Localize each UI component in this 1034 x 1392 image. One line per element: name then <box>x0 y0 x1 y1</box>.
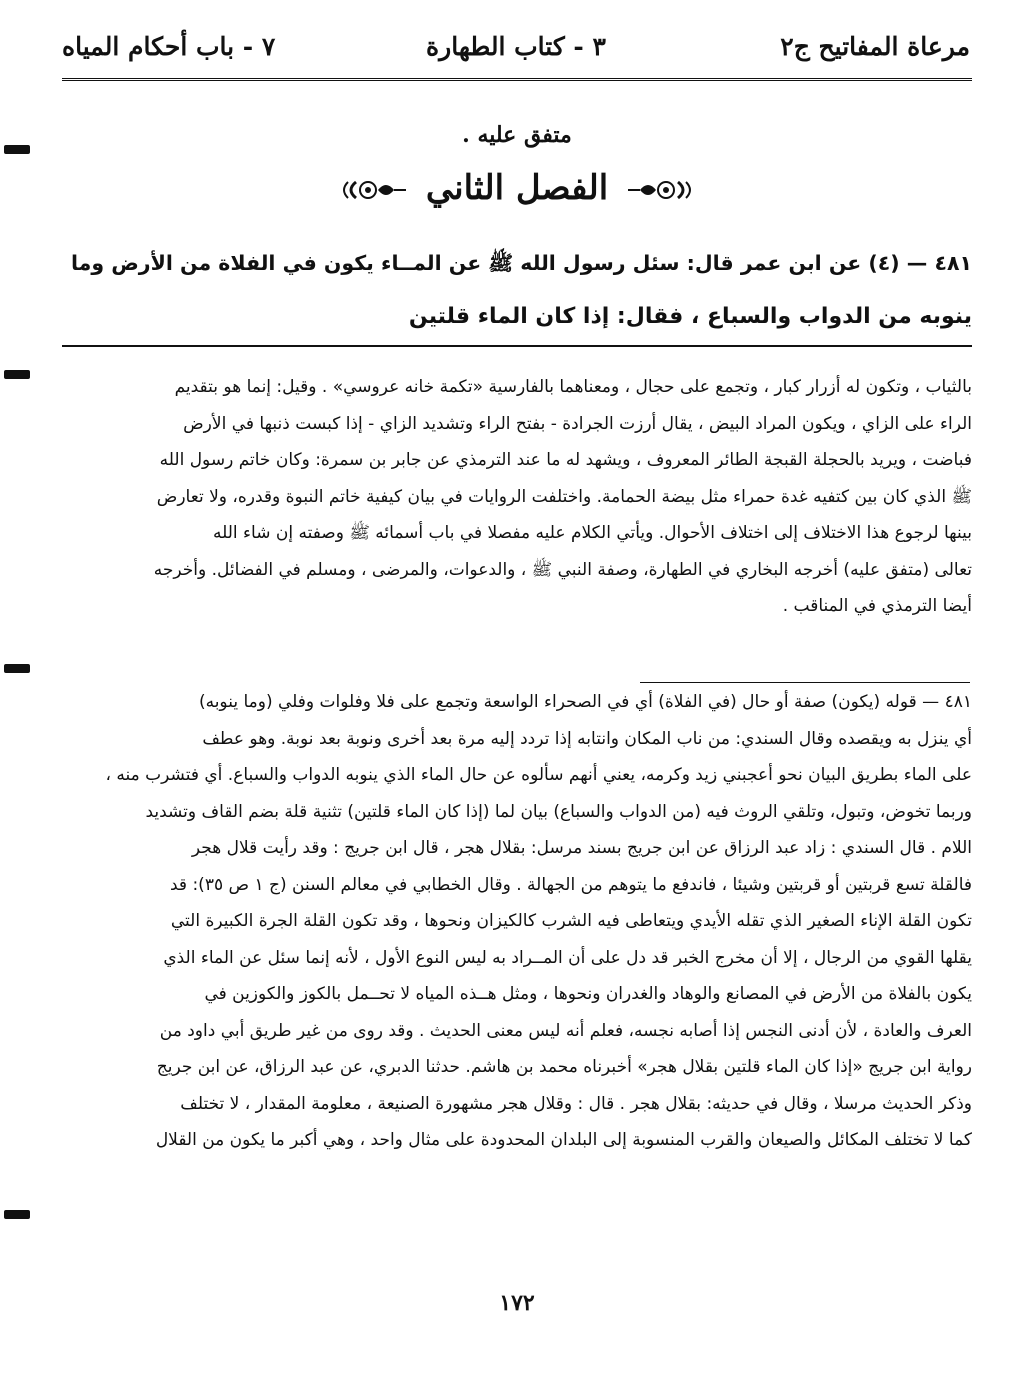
commentary-line: يقلها القوي من الرجال ، إلا أن مخرج الخبر قد دل على أن المــراد به ليس النوع الأول ، لأنه إنما سئل عن الماء الذي <box>163 947 972 968</box>
commentary-line: أيضا الترمذي في المناقب . <box>782 596 972 616</box>
commentary-line: فباضت ، ويريد بالحجلة القبجة الطائر المعروف ، ويشهد له ما عند الترمذي عن جابر بن سمرة: وكان خاتم رسول الله <box>159 450 972 470</box>
running-header <box>62 28 970 72</box>
commentary-line: تكون القلة الإناء الصغير الذي تقله الأيدي ويتعاطى فيه الشرب كالكيزان ونحوها ، وقد تكون القلة الجرة الكبيرة التي <box>170 911 972 931</box>
ornament-right-icon <box>338 177 408 203</box>
footnote-divider <box>62 345 972 347</box>
commentary-line: اللام . قال السندي : زاد عبد الرزاق عن ابن جريج بسند مرسل: بقلال هجر ، قال ابن جريج : وقد رأيت قلال هجر <box>191 838 972 858</box>
commentary-line: على الماء بطريق البيان نحو أعجبني زيد وكرمه، يعني أنهم سألوه عن حال الماء الذي ينوبه الدواب والسباع. أي فتشرب منه ، <box>105 765 972 785</box>
commentary-block-2 <box>62 684 972 1159</box>
chapter-heading <box>0 168 1034 208</box>
hadith-text <box>62 236 972 344</box>
commentary-line: الراء على الزاي ، ويكون المراد البيض ، يقال أرزت الجرادة - بفتح الراء وتشديد الزاي - إذا كبست ذنبها في الأرض <box>183 413 972 434</box>
chapter-heading-text: الفصل الثاني <box>425 168 609 208</box>
agreed-upon-note: متفق عليه . <box>462 122 572 148</box>
commentary-line: بينها لرجوع هذا الاختلاف إلى اختلاف الأحوال. ويأتي الكلام عليه مفصلا في باب أسمائه ﷺ وصفته إن شاء الله <box>212 523 972 543</box>
commentary-line: يكون بالفلاة من الأرض في المصانع والوهاد والغدران ونحوها ، ومثل هــذه المياه لا تحــمل بالكوز والكوزين في <box>204 984 972 1004</box>
commentary-line: ﷺ الذي كان بين كتفيه غدة حمراء مثل بيضة الحمامة. واختلفت الروايات في بيان كيفية خاتم النبوة وقدره، ولا تعارض <box>156 486 972 507</box>
margin-marker <box>4 664 30 673</box>
header-divider <box>62 78 972 83</box>
page-number: ١٧٢ <box>499 1290 535 1316</box>
margin-marker <box>4 1210 30 1219</box>
commentary-block-1 <box>62 369 972 625</box>
commentary-line: فالقلة تسع قربتين أو قربتين وشيئا ، فاندفع ما يتوهم من الجهالة . وقال الخطابي في معالم السنن (ج ١ ص ٣٥): قد <box>169 874 972 895</box>
commentary-line: وربما تخوض، وتبول، وتلقي الروث فيه (من الدواب والسباع) بيان لما (إذا كان الماء قلتين) تثنية قلة بضم القاف وتشديد <box>145 801 972 822</box>
commentary-line: تعالى (متفق عليه) أخرجه البخاري في الطهارة، وصفة النبي ﷺ ، والدعوات، والمرضى ، ومسلم في الفضائل. وأخرجه <box>153 559 972 580</box>
commentary-line: كما لا تختلف المكائل والصيعان والقرب المنسوبة إلى البلدان المحدودة على مثال واحد ، وهي أكبر ما يكون من القلال <box>155 1130 972 1150</box>
commentary-line: وذكر الحديث مرسلا ، وقال في حديثه: بقلال هجر . قال : وقلال هجر مشهورة الصنيعة ، معلومة المقدار ، لا تختلف <box>180 1093 972 1114</box>
margin-marker <box>4 370 30 379</box>
commentary-line: العرف والعادة ، لأن أدنى النجس إذا أصابه نجسه، فعلم أنه ليس معنى الحديث . وقد روى من غير طريق أبي داود من <box>159 1020 972 1041</box>
ornament-left-icon <box>626 177 696 203</box>
margin-marker <box>4 145 30 154</box>
header-section: ٧ - باب أحكام المياه <box>62 32 276 61</box>
commentary-line: أي ينزل به ويقصده وقال السندي: من ناب المكان وانتابه إذا تردد إليه مرة بعد أخرى ونوبة بعد نوبة. وهو عطف <box>202 728 972 749</box>
hadith-line: ينوبه من الدواب والسباع ، فقال: إذا كان الماء قلتين <box>408 304 972 329</box>
hadith-line: ٤٨١ — (٤) عن ابن عمر قال: سئل رسول الله ﷺ عن المــاء يكون في الفلاة من الأرض وما <box>70 251 972 275</box>
header-book-title: مرعاة المفاتيح ج٢ <box>780 32 970 61</box>
commentary-line: بالثياب ، وتكون له أزرار كبار ، وتجمع على حجال ، ومعناهما بالفارسية «تكمة خانه عروسي» . وقيل: إنما هو بتقديم <box>174 377 972 397</box>
commentary-line: ٤٨١ — قوله (يكون) صفة أو حال (في الفلاة) أي في الصحراء الواسعة وتجمع على فلا وفلوات وفلي (وما ينوبه) <box>198 692 972 712</box>
commentary-line: رواية ابن جريج «إذا كان الماء قلتين بقلال هجر» أخبرناه محمد بن هاشم. حدثنا الدبري، عن عبد الرزاق، عن ابن جريج <box>156 1057 972 1077</box>
keyword-overline <box>640 682 970 683</box>
header-chapter: ٣ - كتاب الطهارة <box>426 32 606 61</box>
